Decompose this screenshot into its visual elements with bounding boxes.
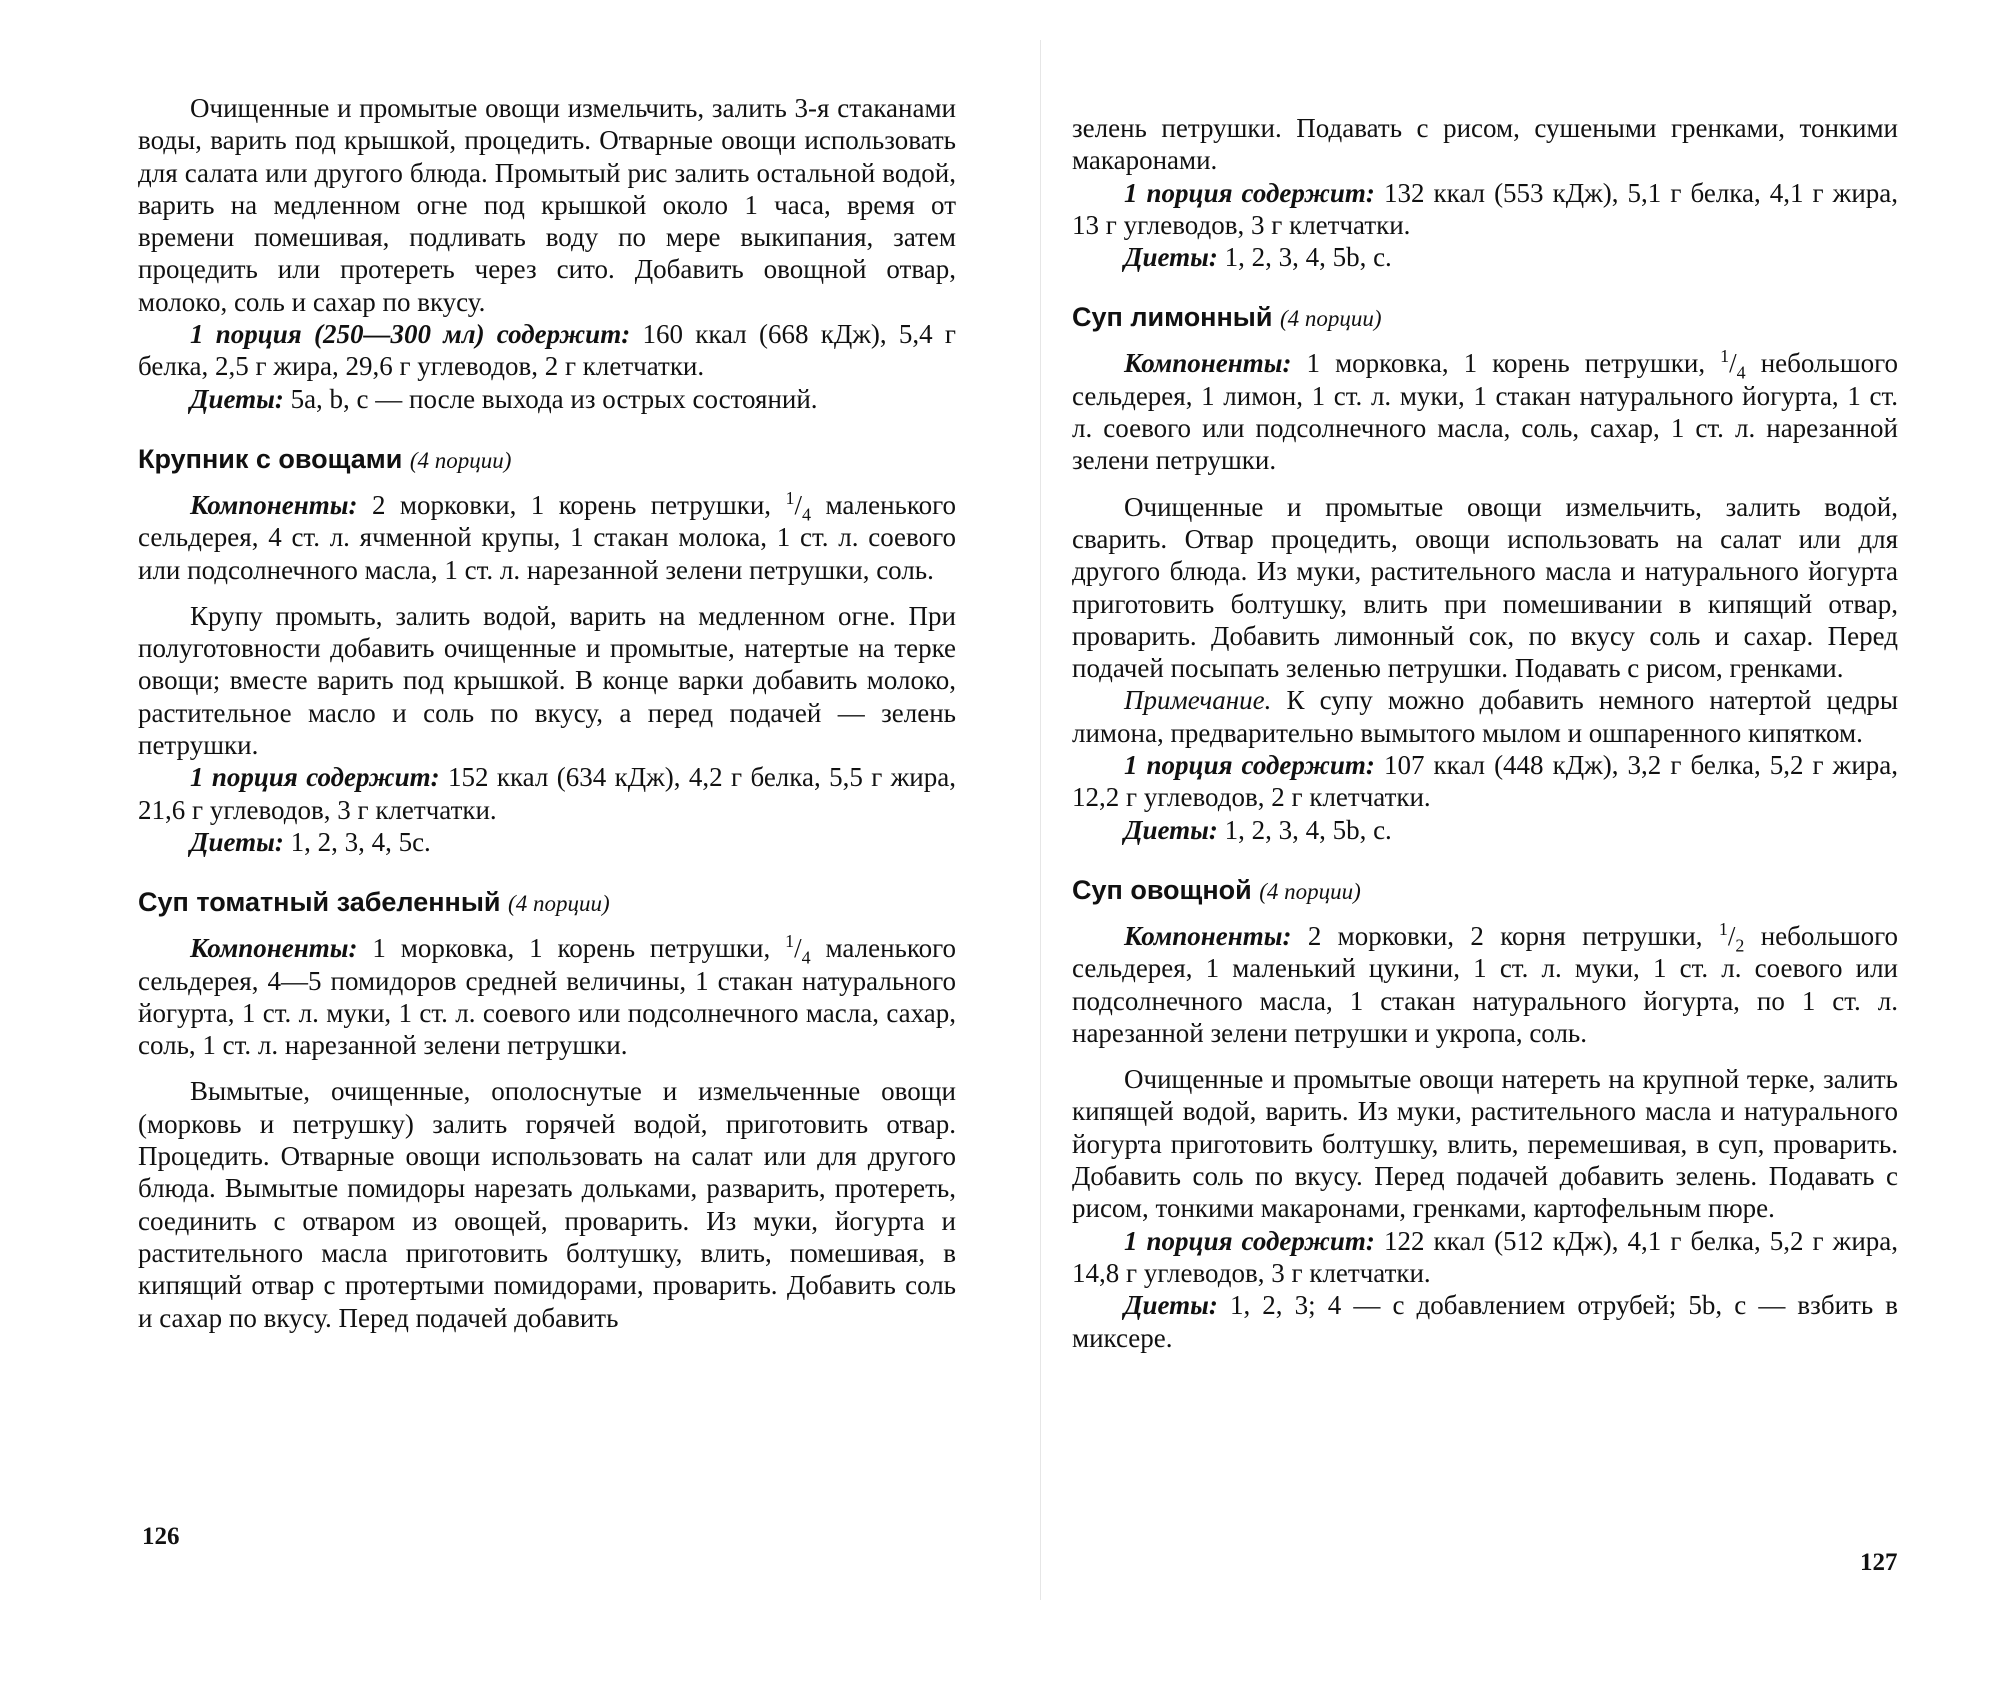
components-text-b: небольшого сельдерея, 1 лимон, 1 ст. л. муки, 1 стакан натурального йогурта, 1 ст. л. соевого или подсолнечного масла, соль, сахар, 1 ст. л. нарезанной зелени петрушки. bbox=[1072, 348, 1899, 476]
components-text-a: 1 морковка, 1 корень петрушки, bbox=[1306, 348, 1706, 379]
diets-text: 1, 2, 3, 4, 5b, с. bbox=[1224, 242, 1392, 273]
recipe-title: Крупник с овощами bbox=[138, 443, 403, 474]
components-label: Компоненты: bbox=[190, 489, 358, 520]
recipe-portions: (4 порции) bbox=[409, 447, 512, 473]
note-label: Примечание. bbox=[1124, 685, 1272, 716]
diets-label: Диеты: bbox=[1124, 1290, 1218, 1321]
recipe-nutrition bbox=[1072, 1225, 1898, 1290]
fraction: $^1/_4$ bbox=[785, 931, 811, 968]
recipe-nutrition bbox=[1072, 749, 1898, 814]
nutrition-text: 132 ккал (553 кДж), 5,1 г белка, 4,1 г жира, 13 г углеводов, 3 г клетчатки. bbox=[1072, 177, 1899, 240]
recipe-nutrition bbox=[138, 761, 956, 826]
recipe-title: Суп томатный забеленный bbox=[138, 887, 501, 918]
components-label: Компоненты: bbox=[1124, 920, 1292, 951]
fraction-numerator: 1 bbox=[785, 931, 795, 952]
nutrition-label: 1 порция содержит: bbox=[1124, 177, 1375, 208]
diets-label: Диеты: bbox=[190, 383, 284, 414]
nutrition-text: 122 ккал (512 кДж), 4,1 г белка, 5,2 г жира, 14,8 г углеводов, 3 г клетчатки. bbox=[1072, 1225, 1899, 1288]
left-column bbox=[138, 92, 956, 1334]
recipe-method: Очищенные и промытые овощи натереть на крупной терке, залить кипящей водой, варить. Из муки, растительного масла и натурального йогурта приготовить болтушку, влить, перемешивая, в суп, проварить. Добавить соль по вкусу. Перед подачей добавить зелень. Подавать с рисом, тонкими макаронами, гренками, картофельным пюре. bbox=[1072, 1064, 1898, 1224]
intro-diets bbox=[138, 383, 956, 415]
nutrition-label: 1 порция содержит: bbox=[1124, 750, 1375, 781]
fraction-numerator: 1 bbox=[1718, 918, 1728, 939]
fraction: $^1/_4$ bbox=[1720, 346, 1746, 383]
recipe-diets bbox=[138, 826, 956, 858]
recipe-components bbox=[1072, 347, 1898, 476]
recipe-portions: (4 порции) bbox=[1279, 306, 1382, 332]
components-text-a: 2 морковки, 2 корня петрушки, bbox=[1307, 920, 1703, 951]
page-number-right: 127 bbox=[1860, 1549, 1898, 1576]
fraction: $^1/_2$ bbox=[1718, 918, 1745, 956]
recipe-title-vegetable bbox=[1072, 874, 1898, 908]
continuation-diets bbox=[1072, 241, 1898, 273]
recipe-portions: (4 порции) bbox=[508, 891, 610, 917]
recipe-portions: (4 порции) bbox=[1259, 878, 1361, 904]
fraction-denominator: 4 bbox=[801, 947, 811, 968]
page-number-left: 126 bbox=[142, 1523, 180, 1550]
recipe-components bbox=[138, 932, 956, 1061]
right-column bbox=[1072, 112, 1898, 1354]
continuation-text: зелень петрушки. Подавать с рисом, сушеными гренками, тонкими макаронами. bbox=[1072, 113, 1898, 176]
diets-text: 1, 2, 3; 4 — с добавлением отрубей; 5b, с — взбить в миксере. bbox=[1072, 1290, 1898, 1353]
nutrition-label: 1 порция (250—300 мл) содержит: bbox=[190, 319, 631, 350]
recipe-note bbox=[1072, 684, 1898, 749]
diets-label: Диеты: bbox=[1124, 242, 1218, 273]
note-text: К супу можно добавить немного натертой цедры лимона, предварительно вымытого мылом и ошпаренного кипятком. bbox=[1072, 685, 1898, 748]
intro-paragraph: Очищенные и промытые овощи измельчить, залить 3-я стаканами воды, варить под крышкой, процедить. Отварные овощи использовать для салата или другого блюда. Промытый рис залить остальной водой, варить на медленном огне под крышкой около 1 часа, время от времени помешивая, подливать воду по мере выкипания, затем процедить или протереть через сито. Добавить овощной отвар, молоко, соль и сахар по вкусу. bbox=[138, 93, 956, 317]
components-label: Компоненты: bbox=[190, 933, 358, 964]
fraction-denominator: 4 bbox=[1736, 362, 1746, 383]
recipe-method: Крупу промыть, залить водой, варить на медленном огне. При полуготовности добавить очищенные и промытые, натертые на терке овощи; вместе варить под крышкой. В конце варки добавить молоко, растительное масло и соль по вкусу, а перед подачей — зелень петрушки. bbox=[138, 600, 956, 761]
right-page bbox=[1030, 0, 2000, 1684]
diets-label: Диеты: bbox=[190, 826, 284, 857]
intro-nutrition bbox=[138, 318, 956, 383]
recipe-title-lemon bbox=[1072, 301, 1898, 335]
recipe-title-krupnik bbox=[138, 443, 956, 477]
fraction-denominator: 4 bbox=[802, 504, 812, 525]
fraction-numerator: 1 bbox=[1720, 346, 1730, 367]
diets-text: 1, 2, 3, 4, 5с. bbox=[290, 826, 431, 857]
recipe-title: Суп овощной bbox=[1072, 874, 1252, 905]
diets-text: 5а, b, с — после выхода из острых состояний. bbox=[290, 383, 818, 414]
recipe-title-tomato bbox=[138, 886, 956, 920]
recipe-diets bbox=[1072, 1289, 1898, 1354]
nutrition-label: 1 порция содержит: bbox=[190, 762, 440, 793]
recipe-method: Вымытые, очищенные, ополоснутые и измельченные овощи (морковь и петрушку) залить горячей водой, приготовить отвар. Процедить. Отварные овощи использовать на салат или для другого блюда. Вымытые помидоры нарезать дольками, разварить, протереть, соединить с отваром из овощей, проварить. Из муки, йогурта и растительного масла приготовить болтушку, влить, помешивая, в кипящий отвар с протертыми помидорами, проварить. Добавить соль и сахар по вкусу. Перед подачей добавить bbox=[138, 1076, 956, 1333]
components-label: Компоненты: bbox=[1124, 348, 1292, 379]
components-text-b: маленького сельдерея, 4—5 помидоров средней величины, 1 стакан натурального йогурта, 1 ст. л. муки, 1 ст. л. соевого или подсолнечного масла, сахар, соль, 1 ст. л. нарезанной зелени петрушки. bbox=[138, 933, 957, 1061]
fraction-numerator: 1 bbox=[785, 487, 795, 508]
nutrition-label: 1 порция содержит: bbox=[1124, 1225, 1375, 1256]
components-text-b: маленького сельдерея, 4 ст. л. ячменной крупы, 1 стакан молока, 1 ст. л. соевого или подсолнечного масла, 1 ст. л. нарезанной зелени петрушки, соль. bbox=[138, 489, 957, 585]
recipe-components bbox=[1072, 920, 1898, 1049]
fraction: $^1/_4$ bbox=[785, 487, 812, 525]
recipe-components bbox=[138, 489, 956, 586]
recipe-title: Суп лимонный bbox=[1072, 302, 1273, 333]
recipe-diets bbox=[1072, 814, 1898, 846]
components-text-a: 1 морковка, 1 корень петрушки, bbox=[372, 933, 771, 964]
components-text-a: 2 морковки, 1 корень петрушки, bbox=[371, 489, 772, 520]
components-text-b: небольшого сельдерея, 1 маленький цукини, 1 ст. л. муки, 1 ст. л. соевого или подсолнечного масла, 1 стакан натурального йогурта, по 1 ст. л. нарезанной зелени петрушки и укропа, соль. bbox=[1072, 920, 1899, 1048]
nutrition-text: 160 ккал (668 кДж), 5,4 г белка, 2,5 г жира, 29,6 г углеводов, 2 г клетчатки. bbox=[138, 319, 957, 382]
continuation-nutrition bbox=[1072, 177, 1898, 242]
diets-label: Диеты: bbox=[1124, 814, 1218, 845]
nutrition-text: 152 ккал (634 кДж), 4,2 г белка, 5,5 г жира, 21,6 г углеводов, 3 г клетчатки. bbox=[138, 762, 956, 825]
diets-text: 1, 2, 3, 4, 5b, с. bbox=[1224, 814, 1392, 845]
recipe-method: Очищенные и промытые овощи измельчить, залить водой, сварить. Отвар процедить, овощи использовать на салат или для другого блюда. Из муки, растительного масла и натурального йогурта приготовить болтушку, влить при помешивании в кипящий отвар, проварить. Добавить лимонный сок, по вкусу соль и сахар. Перед подачей посыпать зеленью петрушки. Подавать с рисом, гренками. bbox=[1072, 491, 1898, 684]
nutrition-text: 107 ккал (448 кДж), 3,2 г белка, 5,2 г жира, 12,2 г углеводов, 2 г клетчатки. bbox=[1072, 750, 1899, 813]
fraction-denominator: 2 bbox=[1735, 935, 1745, 956]
